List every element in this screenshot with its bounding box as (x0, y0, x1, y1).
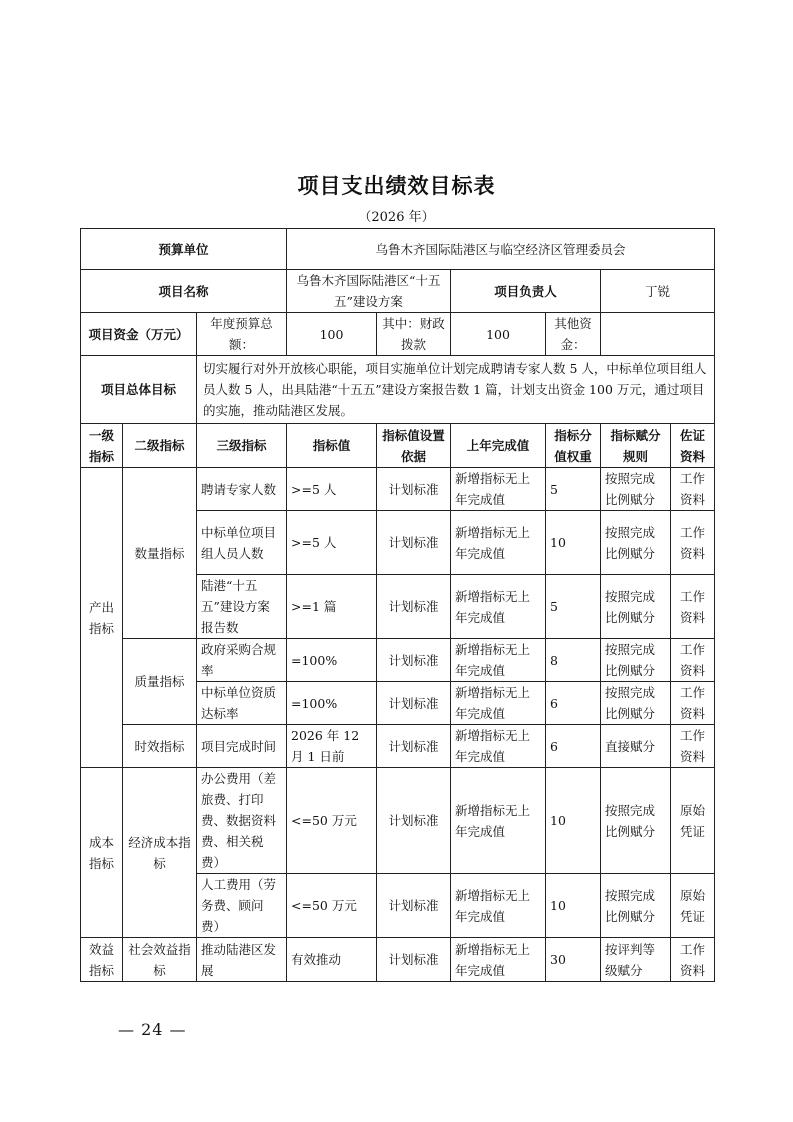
indicator-basis: 计划标准 (377, 938, 451, 982)
level2-quantity: 数量指标 (123, 468, 197, 639)
scoring-rule: 按评判等级赋分 (601, 938, 671, 982)
indicator-weight: 5 (546, 468, 601, 511)
level2-timeliness: 时效指标 (123, 725, 197, 768)
col-evidence-header: 佐证资料 (671, 424, 715, 468)
annual-budget-label: 年度预算总额： (197, 313, 287, 356)
evidence: 工作资料 (671, 468, 715, 511)
project-funds-row (81, 313, 715, 356)
page-number: — 24 — (118, 1020, 187, 1039)
indicator-value: <=50 万元 (287, 874, 377, 938)
col-last-year-header: 上年完成值 (451, 424, 546, 468)
budget-unit-row (81, 229, 715, 270)
table-row (81, 725, 715, 768)
overall-goal-text: 切实履行对外开放核心职能，项目实施单位计划完成聘请专家人数 5 人，中标单位项目组人员人数 5 人，出具陆港“十五五”建设方案报告数 1 篇，计划支出资金 100 万元，通过项目的实施，推动陆港区发展。 (197, 356, 715, 424)
project-name-value: 乌鲁木齐国际陆港区“十五五”建设方案 (287, 270, 451, 313)
indicator-value: =100% (287, 639, 377, 682)
overall-goal-label: 项目总体目标 (81, 356, 197, 424)
last-year-value: 新增指标无上年完成值 (451, 468, 546, 511)
project-leader-label: 项目负责人 (451, 270, 601, 313)
indicator-value: 2026 年 12 月 1 日前 (287, 725, 377, 768)
level2-quality: 质量指标 (123, 639, 197, 725)
table-row (81, 639, 715, 682)
last-year-value: 新增指标无上年完成值 (451, 575, 546, 639)
project-leader-value: 丁锐 (601, 270, 715, 313)
indicator-weight: 10 (546, 874, 601, 938)
indicator-weight: 10 (546, 768, 601, 874)
indicator-value: <=50 万元 (287, 768, 377, 874)
level1-output: 产出指标 (81, 468, 123, 768)
indicator-basis: 计划标准 (377, 682, 451, 725)
indicator-value: 有效推动 (287, 938, 377, 982)
level1-benefit: 效益指标 (81, 938, 123, 982)
other-funds-value (601, 313, 715, 356)
indicator-value: >=5 人 (287, 511, 377, 575)
indicator-basis: 计划标准 (377, 511, 451, 575)
project-name-label: 项目名称 (81, 270, 287, 313)
indicator-basis: 计划标准 (377, 639, 451, 682)
indicator-value: =100% (287, 682, 377, 725)
level3-cell: 中标单位项目组人员人数 (197, 511, 287, 575)
level3-cell: 陆港“十五五”建设方案报告数 (197, 575, 287, 639)
document-year: （2026 年） (358, 210, 435, 225)
other-funds-label: 其他资金： (546, 313, 601, 356)
evidence: 工作资料 (671, 938, 715, 982)
level3-cell: 推动陆港区发展 (197, 938, 287, 982)
indicator-weight: 6 (546, 682, 601, 725)
scoring-rule: 按照完成比例赋分 (601, 874, 671, 938)
table-row (81, 768, 715, 874)
budget-unit-value: 乌鲁木齐国际陆港区与临空经济区管理委员会 (287, 229, 715, 270)
indicator-basis: 计划标准 (377, 874, 451, 938)
level2-social-benefit: 社会效益指标 (123, 938, 197, 982)
scoring-rule: 直接赋分 (601, 725, 671, 768)
last-year-value: 新增指标无上年完成值 (451, 725, 546, 768)
annual-budget-value: 100 (287, 313, 377, 356)
project-name-row (81, 270, 715, 313)
scoring-rule: 按照完成比例赋分 (601, 575, 671, 639)
col-basis-header: 指标值设置依据 (377, 424, 451, 468)
document-title: 项目支出绩效目标表 (297, 174, 496, 198)
indicator-basis: 计划标准 (377, 468, 451, 511)
level3-cell: 人工费用（劳务费、顾问费） (197, 874, 287, 938)
budget-unit-label: 预算单位 (81, 229, 287, 270)
indicator-basis: 计划标准 (377, 768, 451, 874)
indicator-weight: 10 (546, 511, 601, 575)
scoring-rule: 按照完成比例赋分 (601, 682, 671, 725)
last-year-value: 新增指标无上年完成值 (451, 938, 546, 982)
level3-cell: 聘请专家人数 (197, 468, 287, 511)
evidence: 工作资料 (671, 639, 715, 682)
last-year-value: 新增指标无上年完成值 (451, 874, 546, 938)
level1-cost: 成本指标 (81, 768, 123, 938)
last-year-value: 新增指标无上年完成值 (451, 768, 546, 874)
indicator-value: >=5 人 (287, 468, 377, 511)
project-funds-label: 项目资金（万元） (81, 313, 197, 356)
evidence: 工作资料 (671, 511, 715, 575)
col-weight-header: 指标分值权重 (546, 424, 601, 468)
col-level3-header: 三级指标 (197, 424, 287, 468)
indicator-basis: 计划标准 (377, 575, 451, 639)
level3-cell: 中标单位资质达标率 (197, 682, 287, 725)
last-year-value: 新增指标无上年完成值 (451, 511, 546, 575)
col-value-header: 指标值 (287, 424, 377, 468)
indicator-basis: 计划标准 (377, 725, 451, 768)
performance-goal-table (80, 228, 715, 982)
col-rule-header: 指标赋分规则 (601, 424, 671, 468)
fiscal-allocation-value: 100 (451, 313, 546, 356)
table-row (81, 468, 715, 511)
scoring-rule: 按照完成比例赋分 (601, 639, 671, 682)
scoring-rule: 按照完成比例赋分 (601, 768, 671, 874)
column-header-row (81, 424, 715, 468)
evidence: 原始凭证 (671, 768, 715, 874)
last-year-value: 新增指标无上年完成值 (451, 639, 546, 682)
indicator-weight: 8 (546, 639, 601, 682)
level3-cell: 政府采购合规率 (197, 639, 287, 682)
evidence: 工作资料 (671, 682, 715, 725)
level2-economic-cost: 经济成本指标 (123, 768, 197, 938)
indicator-value: >=1 篇 (287, 575, 377, 639)
indicator-weight: 5 (546, 575, 601, 639)
scoring-rule: 按照完成比例赋分 (601, 511, 671, 575)
scoring-rule: 按照完成比例赋分 (601, 468, 671, 511)
indicator-weight: 6 (546, 725, 601, 768)
evidence: 工作资料 (671, 725, 715, 768)
indicator-weight: 30 (546, 938, 601, 982)
overall-goal-row (81, 356, 715, 424)
level3-cell: 办公费用（差旅费、打印费、数据资料费、相关税费） (197, 768, 287, 874)
evidence: 原始凭证 (671, 874, 715, 938)
last-year-value: 新增指标无上年完成值 (451, 682, 546, 725)
fiscal-allocation-label: 其中：财政拨款 (377, 313, 451, 356)
col-level1-header: 一级指标 (81, 424, 123, 468)
col-level2-header: 二级指标 (123, 424, 197, 468)
evidence: 工作资料 (671, 575, 715, 639)
table-row (81, 938, 715, 982)
level3-cell: 项目完成时间 (197, 725, 287, 768)
